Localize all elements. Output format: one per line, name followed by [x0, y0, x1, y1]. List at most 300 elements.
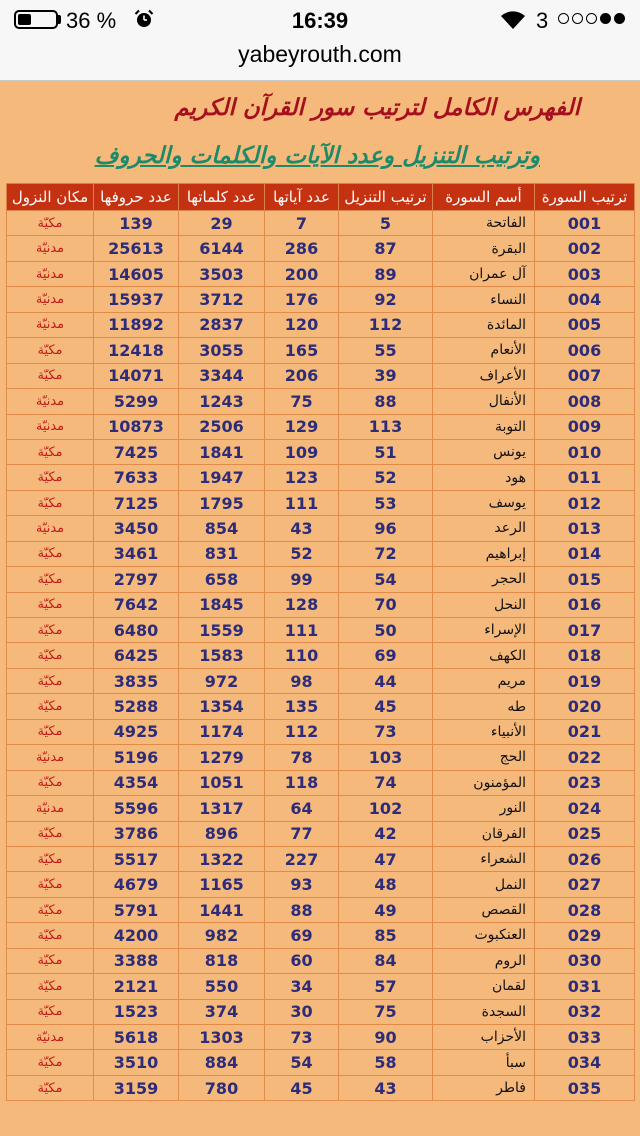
revelation-order-cell: 43 — [339, 1075, 433, 1100]
letter-count-cell: 5288 — [94, 694, 179, 719]
table-row — [7, 974, 635, 999]
word-count-cell: 1441 — [179, 897, 265, 922]
surah-number-cell: 014 — [535, 541, 635, 566]
column-header: مكان النزول — [7, 184, 94, 211]
table-row — [7, 872, 635, 897]
revelation-order-cell: 49 — [339, 897, 433, 922]
verse-count-cell: 110 — [265, 643, 339, 668]
verse-count-cell: 112 — [265, 719, 339, 744]
revelation-order-cell: 48 — [339, 872, 433, 897]
signal-strength-icon — [558, 13, 625, 24]
surah-name-cell: سبأ — [433, 1050, 535, 1075]
verse-count-cell: 176 — [265, 287, 339, 312]
word-count-cell: 1322 — [179, 846, 265, 871]
table-row — [7, 439, 635, 464]
word-count-cell: 1559 — [179, 618, 265, 643]
revelation-place-cell: مدنيّة — [7, 236, 94, 261]
table-row — [7, 694, 635, 719]
letter-count-cell: 7425 — [94, 439, 179, 464]
surah-number-cell: 005 — [535, 312, 635, 337]
surah-name-cell: القصص — [433, 897, 535, 922]
revelation-order-cell: 102 — [339, 796, 433, 821]
surah-number-cell: 001 — [535, 211, 635, 236]
revelation-order-cell: 44 — [339, 668, 433, 693]
surah-name-cell: السجدة — [433, 999, 535, 1024]
surah-name-cell: المائدة — [433, 312, 535, 337]
table-header-row — [7, 184, 635, 211]
surah-name-cell: النحل — [433, 592, 535, 617]
surah-name-cell: الكهف — [433, 643, 535, 668]
signal-dot — [558, 13, 569, 24]
table-row — [7, 287, 635, 312]
surah-name-cell: الحج — [433, 745, 535, 770]
word-count-cell: 854 — [179, 516, 265, 541]
revelation-place-cell: مكيّة — [7, 948, 94, 973]
word-count-cell: 2837 — [179, 312, 265, 337]
revelation-order-cell: 90 — [339, 1025, 433, 1050]
verse-count-cell: 78 — [265, 745, 339, 770]
word-count-cell: 831 — [179, 541, 265, 566]
revelation-order-cell: 69 — [339, 643, 433, 668]
revelation-place-cell: مكيّة — [7, 821, 94, 846]
revelation-order-cell: 112 — [339, 312, 433, 337]
revelation-order-cell: 89 — [339, 261, 433, 286]
table-row — [7, 516, 635, 541]
verse-count-cell: 75 — [265, 389, 339, 414]
surah-name-cell: الفرقان — [433, 821, 535, 846]
surah-name-cell: الأعراف — [433, 363, 535, 388]
table-row — [7, 592, 635, 617]
surah-number-cell: 018 — [535, 643, 635, 668]
word-count-cell: 3344 — [179, 363, 265, 388]
revelation-order-cell: 85 — [339, 923, 433, 948]
verse-count-cell: 88 — [265, 897, 339, 922]
surah-name-cell: آل عمران — [433, 261, 535, 286]
word-count-cell: 1947 — [179, 465, 265, 490]
surah-number-cell: 033 — [535, 1025, 635, 1050]
revelation-order-cell: 58 — [339, 1050, 433, 1075]
revelation-place-cell: مكيّة — [7, 1075, 94, 1100]
surah-name-cell: الروم — [433, 948, 535, 973]
surah-number-cell: 030 — [535, 948, 635, 973]
revelation-order-cell: 74 — [339, 770, 433, 795]
verse-count-cell: 123 — [265, 465, 339, 490]
surah-number-cell: 027 — [535, 872, 635, 897]
word-count-cell: 3055 — [179, 338, 265, 363]
letter-count-cell: 7642 — [94, 592, 179, 617]
surah-number-cell: 024 — [535, 796, 635, 821]
letter-count-cell: 11892 — [94, 312, 179, 337]
surah-name-cell: الحجر — [433, 567, 535, 592]
verse-count-cell: 98 — [265, 668, 339, 693]
revelation-order-cell: 42 — [339, 821, 433, 846]
surah-name-cell: إبراهيم — [433, 541, 535, 566]
word-count-cell: 884 — [179, 1050, 265, 1075]
verse-count-cell: 73 — [265, 1025, 339, 1050]
surah-number-cell: 007 — [535, 363, 635, 388]
surah-number-cell: 026 — [535, 846, 635, 871]
table-row — [7, 236, 635, 261]
revelation-place-cell: مدنيّة — [7, 389, 94, 414]
table-row — [7, 897, 635, 922]
letter-count-cell: 14605 — [94, 261, 179, 286]
letter-count-cell: 6425 — [94, 643, 179, 668]
surah-name-cell: طه — [433, 694, 535, 719]
revelation-place-cell: مدنيّة — [7, 287, 94, 312]
word-count-cell: 982 — [179, 923, 265, 948]
verse-count-cell: 64 — [265, 796, 339, 821]
table-row — [7, 643, 635, 668]
letter-count-cell: 14071 — [94, 363, 179, 388]
page-subtitle: وترتيب التنزيل وعدد الآيات والكلمات والحروف — [94, 142, 540, 169]
surah-number-cell: 034 — [535, 1050, 635, 1075]
surah-name-cell: النساء — [433, 287, 535, 312]
verse-count-cell: 128 — [265, 592, 339, 617]
surah-number-cell: 023 — [535, 770, 635, 795]
revelation-place-cell: مكيّة — [7, 668, 94, 693]
revelation-order-cell: 53 — [339, 490, 433, 515]
letter-count-cell: 3450 — [94, 516, 179, 541]
word-count-cell: 818 — [179, 948, 265, 973]
letter-count-cell: 5618 — [94, 1025, 179, 1050]
verse-count-cell: 7 — [265, 211, 339, 236]
revelation-order-cell: 103 — [339, 745, 433, 770]
verse-count-cell: 45 — [265, 1075, 339, 1100]
battery-percent: 36 % — [66, 8, 117, 33]
letter-count-cell: 3835 — [94, 668, 179, 693]
table-body — [7, 211, 635, 1101]
word-count-cell: 1795 — [179, 490, 265, 515]
column-header: عدد كلماتها — [179, 184, 265, 211]
status-bar — [0, 0, 640, 40]
letter-count-cell: 139 — [94, 211, 179, 236]
table-row — [7, 465, 635, 490]
surah-number-cell: 032 — [535, 999, 635, 1024]
word-count-cell: 1317 — [179, 796, 265, 821]
table-row — [7, 211, 635, 236]
verse-count-cell: 129 — [265, 414, 339, 439]
letter-count-cell: 3510 — [94, 1050, 179, 1075]
surah-number-cell: 015 — [535, 567, 635, 592]
verse-count-cell: 109 — [265, 439, 339, 464]
revelation-order-cell: 45 — [339, 694, 433, 719]
revelation-place-cell: مكيّة — [7, 846, 94, 871]
letter-count-cell: 5517 — [94, 846, 179, 871]
letter-count-cell: 5596 — [94, 796, 179, 821]
surah-number-cell: 009 — [535, 414, 635, 439]
verse-count-cell: 286 — [265, 236, 339, 261]
word-count-cell: 1051 — [179, 770, 265, 795]
letter-count-cell: 4354 — [94, 770, 179, 795]
word-count-cell: 1845 — [179, 592, 265, 617]
revelation-place-cell: مكيّة — [7, 999, 94, 1024]
surah-name-cell: فاطر — [433, 1075, 535, 1100]
url-bar[interactable] — [0, 40, 640, 81]
word-count-cell: 780 — [179, 1075, 265, 1100]
word-count-cell: 1165 — [179, 872, 265, 897]
surah-number-cell: 031 — [535, 974, 635, 999]
revelation-order-cell: 70 — [339, 592, 433, 617]
surah-number-cell: 004 — [535, 287, 635, 312]
revelation-place-cell: مكيّة — [7, 923, 94, 948]
revelation-place-cell: مكيّة — [7, 211, 94, 236]
revelation-order-cell: 88 — [339, 389, 433, 414]
letter-count-cell: 7633 — [94, 465, 179, 490]
revelation-order-cell: 55 — [339, 338, 433, 363]
surah-name-cell: الأنبياء — [433, 719, 535, 744]
revelation-order-cell: 39 — [339, 363, 433, 388]
table-row — [7, 414, 635, 439]
table-row — [7, 796, 635, 821]
table-row — [7, 338, 635, 363]
verse-count-cell: 165 — [265, 338, 339, 363]
surah-number-cell: 017 — [535, 618, 635, 643]
surah-name-cell: الأنعام — [433, 338, 535, 363]
word-count-cell: 896 — [179, 821, 265, 846]
surah-number-cell: 029 — [535, 923, 635, 948]
surah-index-table — [6, 183, 635, 1101]
surah-number-cell: 035 — [535, 1075, 635, 1100]
table-row — [7, 668, 635, 693]
word-count-cell: 550 — [179, 974, 265, 999]
surah-number-cell: 019 — [535, 668, 635, 693]
word-count-cell: 29 — [179, 211, 265, 236]
verse-count-cell: 30 — [265, 999, 339, 1024]
revelation-place-cell: مكيّة — [7, 439, 94, 464]
surah-name-cell: النمل — [433, 872, 535, 897]
revelation-order-cell: 57 — [339, 974, 433, 999]
table-row — [7, 719, 635, 744]
surah-number-cell: 025 — [535, 821, 635, 846]
signal-dot — [572, 13, 583, 24]
verse-count-cell: 93 — [265, 872, 339, 897]
carrier-label: 3 — [536, 8, 549, 33]
table-row — [7, 846, 635, 871]
letter-count-cell: 3786 — [94, 821, 179, 846]
letter-count-cell: 5299 — [94, 389, 179, 414]
verse-count-cell: 227 — [265, 846, 339, 871]
surah-name-cell: يوسف — [433, 490, 535, 515]
verse-count-cell: 52 — [265, 541, 339, 566]
letter-count-cell: 15937 — [94, 287, 179, 312]
table-row — [7, 770, 635, 795]
word-count-cell: 1243 — [179, 389, 265, 414]
surah-name-cell: الرعد — [433, 516, 535, 541]
revelation-place-cell: مكيّة — [7, 770, 94, 795]
table-row — [7, 923, 635, 948]
word-count-cell: 1583 — [179, 643, 265, 668]
table-row — [7, 1025, 635, 1050]
revelation-order-cell: 5 — [339, 211, 433, 236]
surah-number-cell: 010 — [535, 439, 635, 464]
verse-count-cell: 43 — [265, 516, 339, 541]
table-row — [7, 999, 635, 1024]
surah-name-cell: الأحزاب — [433, 1025, 535, 1050]
table-row — [7, 363, 635, 388]
surah-name-cell: الشعراء — [433, 846, 535, 871]
revelation-place-cell: مدنيّة — [7, 261, 94, 286]
verse-count-cell: 60 — [265, 948, 339, 973]
table-row — [7, 541, 635, 566]
signal-dot — [600, 13, 611, 24]
letter-count-cell: 1523 — [94, 999, 179, 1024]
revelation-order-cell: 52 — [339, 465, 433, 490]
table-row — [7, 312, 635, 337]
surah-name-cell: لقمان — [433, 974, 535, 999]
revelation-place-cell: مكيّة — [7, 719, 94, 744]
surah-name-cell: الفاتحة — [433, 211, 535, 236]
surah-name-cell: المؤمنون — [433, 770, 535, 795]
verse-count-cell: 69 — [265, 923, 339, 948]
revelation-place-cell: مكيّة — [7, 974, 94, 999]
table-row — [7, 389, 635, 414]
letter-count-cell: 4925 — [94, 719, 179, 744]
revelation-order-cell: 96 — [339, 516, 433, 541]
surah-name-cell: التوبة — [433, 414, 535, 439]
word-count-cell: 972 — [179, 668, 265, 693]
surah-name-cell: يونس — [433, 439, 535, 464]
table-row — [7, 490, 635, 515]
verse-count-cell: 120 — [265, 312, 339, 337]
surah-name-cell: هود — [433, 465, 535, 490]
surah-number-cell: 012 — [535, 490, 635, 515]
verse-count-cell: 135 — [265, 694, 339, 719]
surah-number-cell: 028 — [535, 897, 635, 922]
verse-count-cell: 111 — [265, 618, 339, 643]
revelation-order-cell: 87 — [339, 236, 433, 261]
surah-number-cell: 016 — [535, 592, 635, 617]
surah-number-cell: 003 — [535, 261, 635, 286]
surah-number-cell: 002 — [535, 236, 635, 261]
letter-count-cell: 2797 — [94, 567, 179, 592]
revelation-order-cell: 51 — [339, 439, 433, 464]
revelation-place-cell: مكيّة — [7, 567, 94, 592]
word-count-cell: 1354 — [179, 694, 265, 719]
wifi-icon — [500, 10, 526, 30]
revelation-place-cell: مدنيّة — [7, 796, 94, 821]
column-header: أسم السورة — [433, 184, 535, 211]
verse-count-cell: 111 — [265, 490, 339, 515]
surah-number-cell: 022 — [535, 745, 635, 770]
verse-count-cell: 34 — [265, 974, 339, 999]
surah-name-cell: العنكبوت — [433, 923, 535, 948]
word-count-cell: 3712 — [179, 287, 265, 312]
word-count-cell: 374 — [179, 999, 265, 1024]
revelation-order-cell: 84 — [339, 948, 433, 973]
table-row — [7, 567, 635, 592]
revelation-order-cell: 47 — [339, 846, 433, 871]
letter-count-cell: 5791 — [94, 897, 179, 922]
revelation-order-cell: 50 — [339, 618, 433, 643]
letter-count-cell: 7125 — [94, 490, 179, 515]
column-header: عدد حروفها — [94, 184, 179, 211]
letter-count-cell: 5196 — [94, 745, 179, 770]
table-row — [7, 1050, 635, 1075]
table-row — [7, 261, 635, 286]
revelation-place-cell: مكيّة — [7, 541, 94, 566]
page-title: الفهرس الكامل لترتيب سور القرآن الكريم — [174, 94, 580, 121]
letter-count-cell: 6480 — [94, 618, 179, 643]
letter-count-cell: 2121 — [94, 974, 179, 999]
surah-number-cell: 013 — [535, 516, 635, 541]
surah-name-cell: الأنفال — [433, 389, 535, 414]
table-row — [7, 1075, 635, 1100]
surah-name-cell: مريم — [433, 668, 535, 693]
letter-count-cell: 25613 — [94, 236, 179, 261]
verse-count-cell: 99 — [265, 567, 339, 592]
word-count-cell: 1841 — [179, 439, 265, 464]
verse-count-cell: 200 — [265, 261, 339, 286]
revelation-place-cell: مكيّة — [7, 592, 94, 617]
clock-time: 16:39 — [291, 8, 349, 33]
url-text[interactable]: yabeyrouth.com — [238, 41, 402, 67]
surah-number-cell: 006 — [535, 338, 635, 363]
revelation-place-cell: مدنيّة — [7, 745, 94, 770]
revelation-order-cell: 72 — [339, 541, 433, 566]
revelation-order-cell: 73 — [339, 719, 433, 744]
revelation-place-cell: مكيّة — [7, 490, 94, 515]
letter-count-cell: 3159 — [94, 1075, 179, 1100]
revelation-place-cell: مكيّة — [7, 465, 94, 490]
letter-count-cell: 3461 — [94, 541, 179, 566]
table-row — [7, 821, 635, 846]
revelation-place-cell: مدنيّة — [7, 1025, 94, 1050]
revelation-place-cell: مكيّة — [7, 338, 94, 363]
word-count-cell: 2506 — [179, 414, 265, 439]
table-row — [7, 618, 635, 643]
revelation-order-cell: 54 — [339, 567, 433, 592]
surah-number-cell: 021 — [535, 719, 635, 744]
revelation-place-cell: مكيّة — [7, 363, 94, 388]
revelation-place-cell: مكيّة — [7, 694, 94, 719]
surah-number-cell: 020 — [535, 694, 635, 719]
verse-count-cell: 118 — [265, 770, 339, 795]
revelation-place-cell: مدنيّة — [7, 414, 94, 439]
revelation-place-cell: مكيّة — [7, 1050, 94, 1075]
surah-name-cell: النور — [433, 796, 535, 821]
revelation-order-cell: 113 — [339, 414, 433, 439]
revelation-place-cell: مكيّة — [7, 897, 94, 922]
surah-name-cell: البقرة — [433, 236, 535, 261]
word-count-cell: 1303 — [179, 1025, 265, 1050]
revelation-place-cell: مكيّة — [7, 872, 94, 897]
column-header: ترتيب السورة — [535, 184, 635, 211]
word-count-cell: 1279 — [179, 745, 265, 770]
table-row — [7, 745, 635, 770]
word-count-cell: 658 — [179, 567, 265, 592]
letter-count-cell: 12418 — [94, 338, 179, 363]
word-count-cell: 3503 — [179, 261, 265, 286]
surah-number-cell: 011 — [535, 465, 635, 490]
verse-count-cell: 77 — [265, 821, 339, 846]
revelation-place-cell: مكيّة — [7, 643, 94, 668]
surah-number-cell: 008 — [535, 389, 635, 414]
revelation-order-cell: 75 — [339, 999, 433, 1024]
word-count-cell: 6144 — [179, 236, 265, 261]
revelation-order-cell: 92 — [339, 287, 433, 312]
letter-count-cell: 4200 — [94, 923, 179, 948]
letter-count-cell: 3388 — [94, 948, 179, 973]
table-row — [7, 948, 635, 973]
revelation-place-cell: مدنيّة — [7, 312, 94, 337]
surah-name-cell: الإسراء — [433, 618, 535, 643]
column-header: ترتيب التنزيل — [339, 184, 433, 211]
verse-count-cell: 206 — [265, 363, 339, 388]
letter-count-cell: 10873 — [94, 414, 179, 439]
letter-count-cell: 4679 — [94, 872, 179, 897]
signal-dot — [614, 13, 625, 24]
verse-count-cell: 54 — [265, 1050, 339, 1075]
